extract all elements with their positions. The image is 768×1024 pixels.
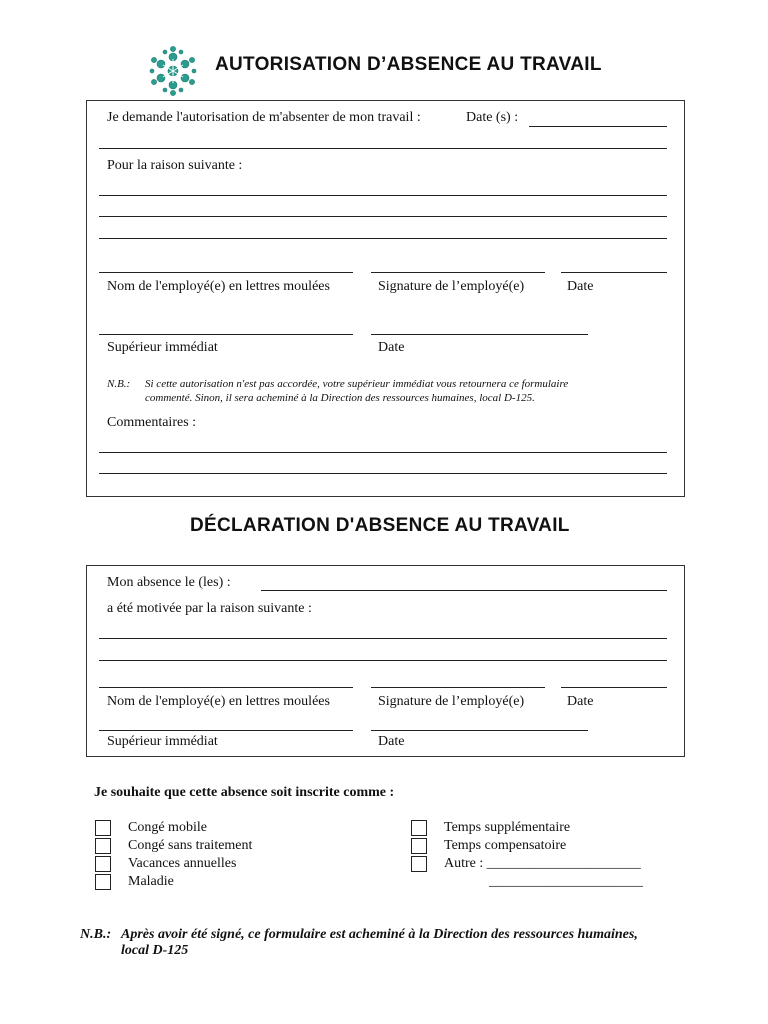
- authorization-title: AUTORISATION D’ABSENCE AU TRAVAIL: [215, 54, 602, 75]
- option-label-maladie: Maladie: [128, 874, 174, 889]
- employee-date-label: Date: [567, 279, 594, 294]
- employee-date-field[interactable]: [561, 272, 667, 273]
- employee-name-label: Nom de l'employé(e) en lettres moulées: [107, 279, 330, 294]
- option-label-vacances-annuelles: Vacances annuelles: [128, 856, 237, 871]
- option-label-autre: Autre : ______________________: [444, 856, 641, 871]
- comments-line-2[interactable]: [99, 473, 667, 474]
- footer-nb-prefix: N.B.:: [80, 927, 112, 942]
- declaration-title: DÉCLARATION D'ABSENCE AU TRAVAIL: [190, 515, 570, 536]
- dates-field[interactable]: [529, 126, 667, 127]
- comments-label: Commentaires :: [107, 415, 197, 430]
- option-label-conge-mobile: Congé mobile: [128, 820, 207, 835]
- declaration-reason-line-2[interactable]: [99, 660, 667, 661]
- employee-signature-field[interactable]: [371, 272, 545, 273]
- declaration-employee-name-label: Nom de l'employé(e) en lettres moulées: [107, 694, 330, 709]
- declaration-supervisor-date-field[interactable]: [371, 730, 588, 731]
- nb-text-line-1: Si cette autorisation n'est pas accordée, votre supérieur immédiat vous retournera ce formulaire: [145, 378, 569, 390]
- absence-type-question: Je souhaite que cette absence soit inscrite comme :: [94, 785, 395, 800]
- checkbox-autre[interactable]: [411, 856, 427, 872]
- employee-signature-label: Signature de l’employé(e): [378, 279, 525, 294]
- footer-nb-line-2: local D-125: [121, 943, 189, 958]
- checkbox-vacances-annuelles[interactable]: [95, 856, 111, 872]
- request-extra-line[interactable]: [99, 148, 667, 149]
- absence-date-field[interactable]: [261, 590, 667, 591]
- nb-text-line-2: commenté. Sinon, il sera acheminé à la Direction des ressources humaines, local D-125.: [145, 392, 535, 404]
- dates-label: Date (s) :: [466, 110, 519, 125]
- declaration-employee-signature-field[interactable]: [371, 687, 545, 688]
- declaration-employee-date-field[interactable]: [561, 687, 667, 688]
- declaration-supervisor-label: Supérieur immédiat: [107, 734, 218, 749]
- declaration-supervisor-field[interactable]: [99, 730, 353, 731]
- snowflake-emblem-icon: [147, 45, 199, 97]
- checkbox-temps-supplementaire[interactable]: [411, 820, 427, 836]
- footer-nb-line-1: Après avoir été signé, ce formulaire est acheminé à la Direction des ressources humaines,: [121, 927, 638, 942]
- reason-line-2[interactable]: [99, 216, 667, 217]
- reason-line-3[interactable]: [99, 238, 667, 239]
- employee-name-field[interactable]: [99, 272, 353, 273]
- declaration-employee-name-field[interactable]: [99, 687, 353, 688]
- supervisor-date-label: Date: [378, 340, 405, 355]
- reason-label: Pour la raison suivante :: [107, 158, 243, 173]
- option-label-conge-sans-traitement: Congé sans traitement: [128, 838, 253, 853]
- request-label: Je demande l'autorisation de m'absenter de mon travail :: [107, 110, 421, 125]
- comments-line-1[interactable]: [99, 452, 667, 453]
- declaration-reason-line-1[interactable]: [99, 638, 667, 639]
- supervisor-date-field[interactable]: [371, 334, 588, 335]
- supervisor-field[interactable]: [99, 334, 353, 335]
- declaration-reason-label: a été motivée par la raison suivante :: [107, 601, 312, 616]
- declaration-employee-signature-label: Signature de l’employé(e): [378, 694, 525, 709]
- reason-line-1[interactable]: [99, 195, 667, 196]
- option-label-temps-compensatoire: Temps compensatoire: [444, 838, 567, 853]
- checkbox-conge-mobile[interactable]: [95, 820, 111, 836]
- checkbox-temps-compensatoire[interactable]: [411, 838, 427, 854]
- checkbox-conge-sans-traitement[interactable]: [95, 838, 111, 854]
- absence-date-label: Mon absence le (les) :: [107, 575, 231, 590]
- declaration-supervisor-date-label: Date: [378, 734, 405, 749]
- declaration-section: [86, 565, 685, 757]
- supervisor-label: Supérieur immédiat: [107, 340, 218, 355]
- nb-prefix: N.B.:: [107, 378, 131, 390]
- option-label-temps-supplementaire: Temps supplémentaire: [444, 820, 571, 835]
- autre-extra-line[interactable]: ______________________: [489, 874, 643, 889]
- declaration-employee-date-label: Date: [567, 694, 594, 709]
- checkbox-maladie[interactable]: [95, 874, 111, 890]
